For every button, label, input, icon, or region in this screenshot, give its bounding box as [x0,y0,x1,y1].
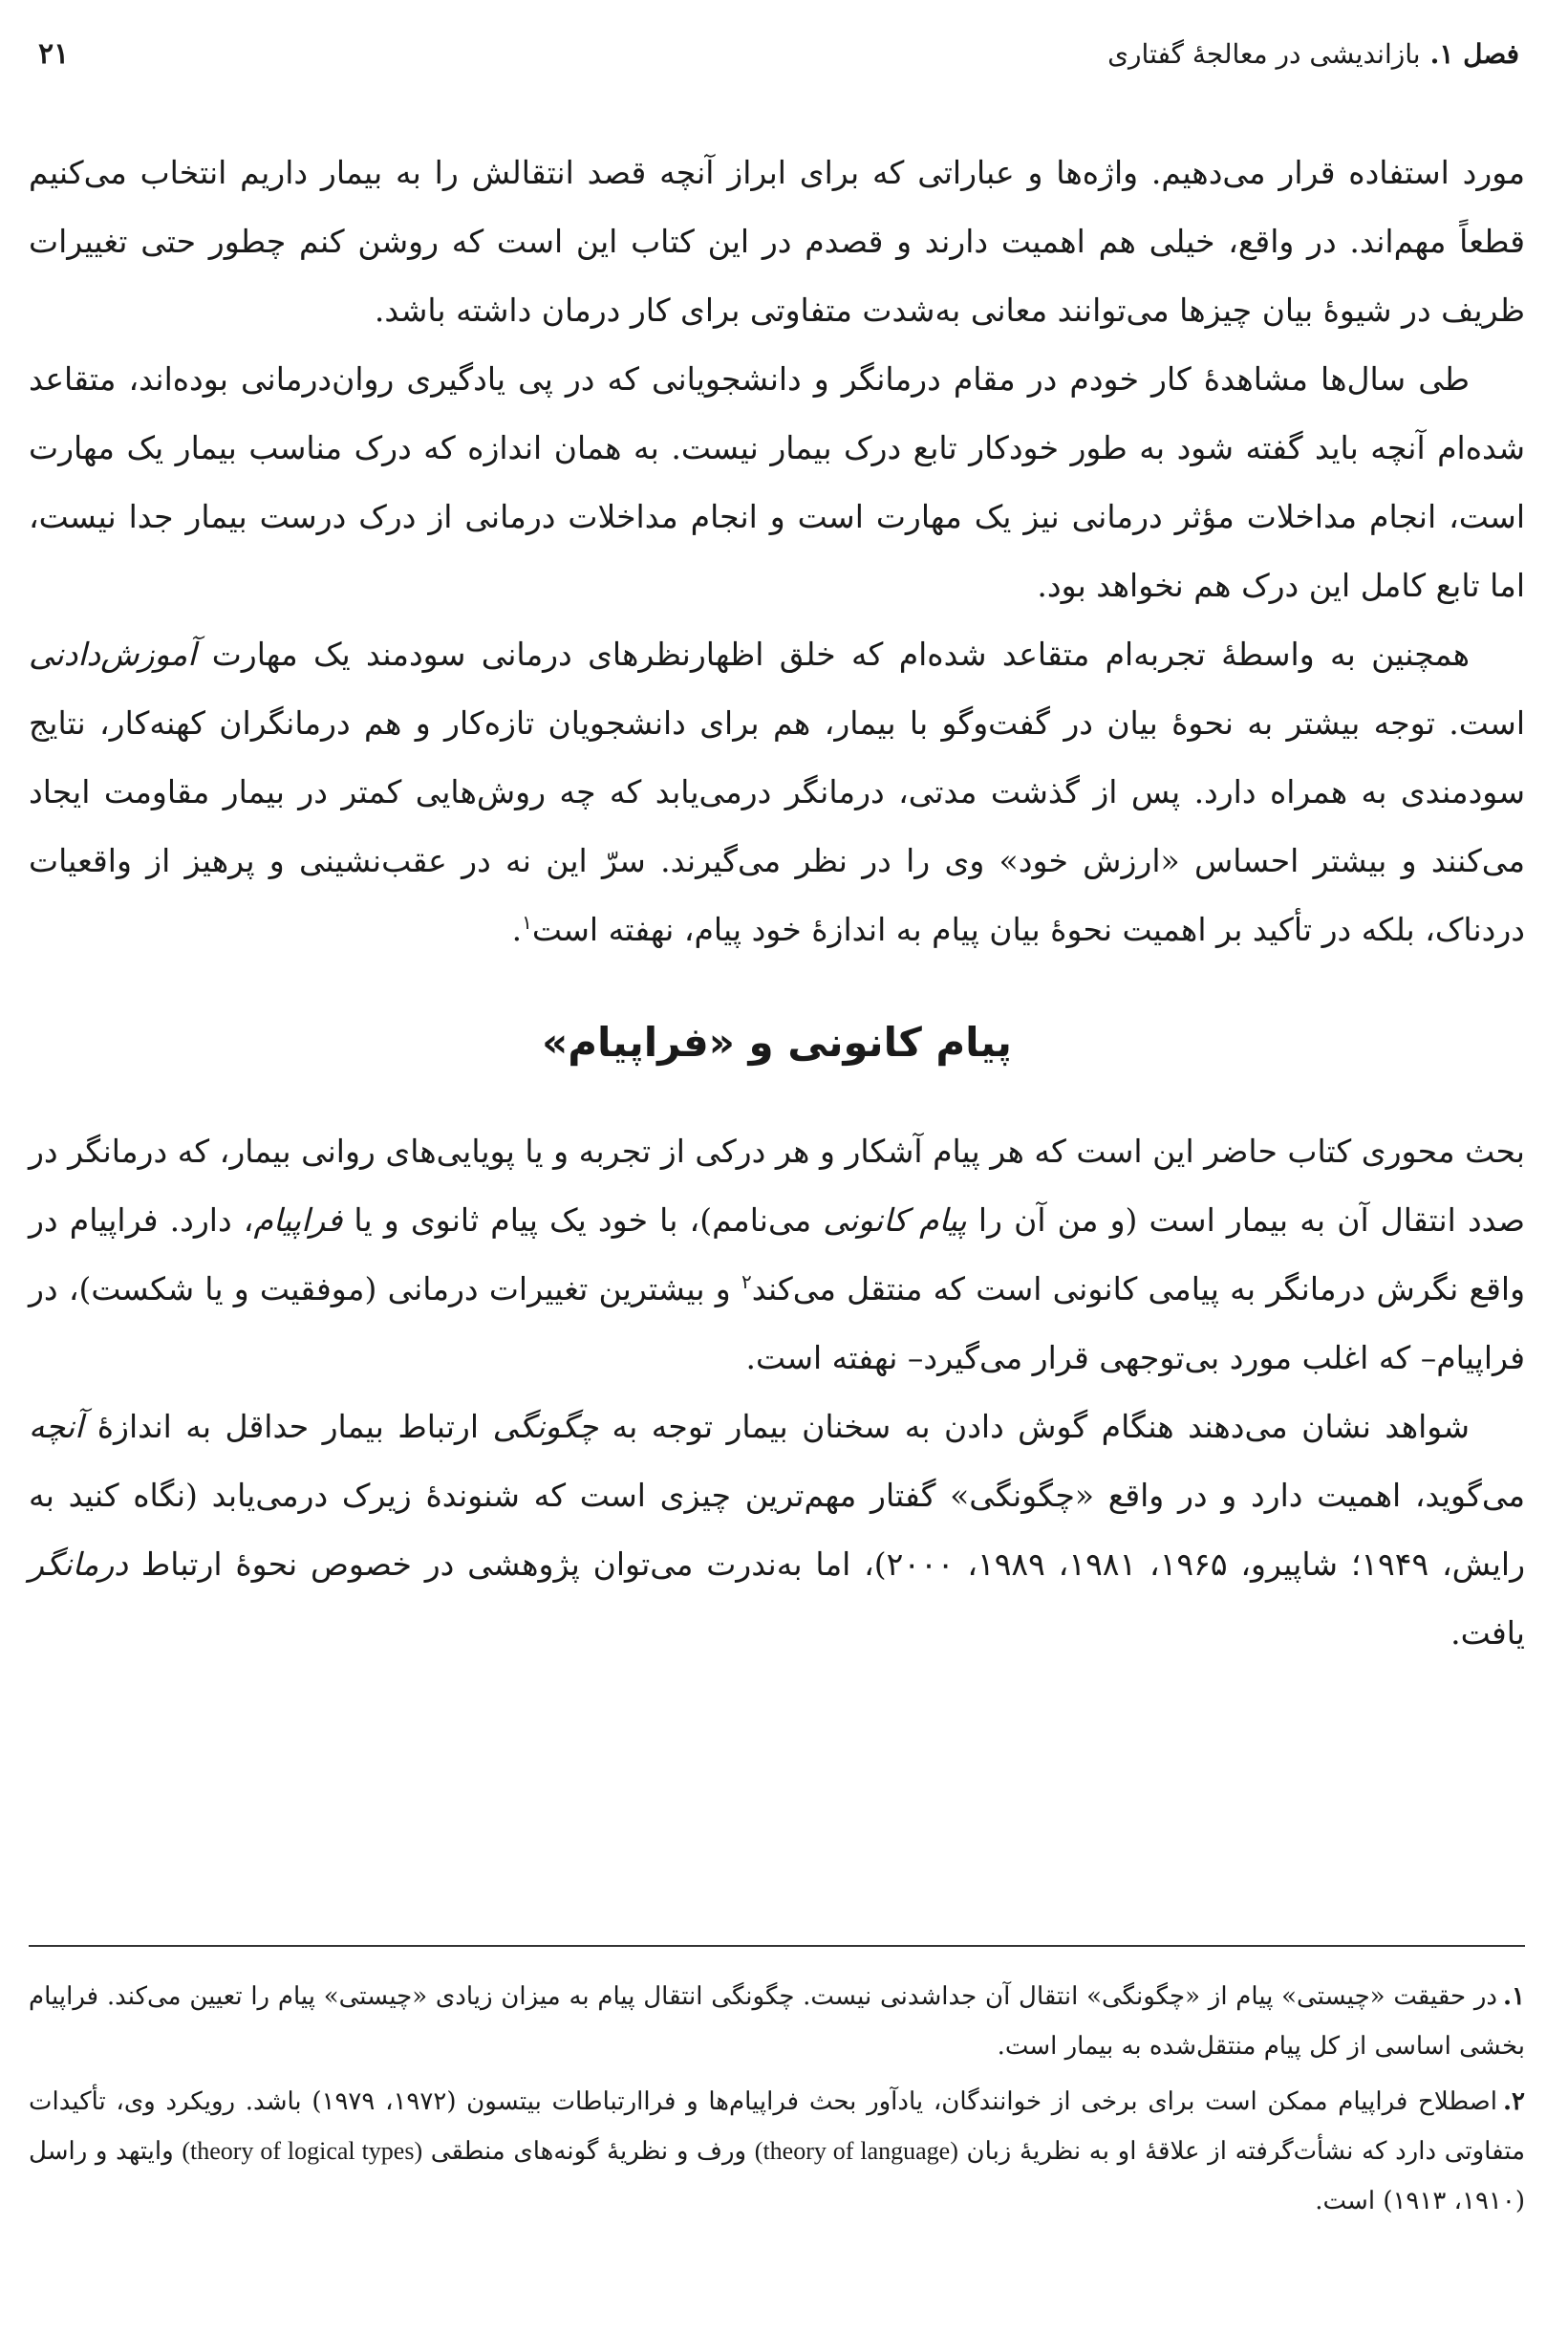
paragraph-5-text-d: یافت. [1450,1614,1525,1652]
footnote-2-latin-logical-types: (theory of logical types) [182,2137,423,2165]
emphasis-focal-message: پیام کانونی [823,1201,967,1239]
main-text [29,139,1525,1668]
paragraph-3 [29,620,1525,964]
emphasis-what: آنچه [29,1408,84,1445]
page-number: ۲۱ [38,36,70,71]
footnote-1 [29,1972,1525,2071]
footnote-1-text: در حقیقت «چیستی» پیام از «چگونگی» انتقال آن جداشدنی نیست. چگونگی انتقال پیام به میزان زیادی «چیستی» پیام را تعیین می‌کند. فراپیام بخشی اساسی از کل پیام منتقل‌شده به بیمار است. [29,1982,1525,2061]
paragraph-3-text-a: همچنین به واسطهٔ تجربه‌ام متقاعد شده‌ام که خلق اظهارنظرهای درمانی سودمند یک مهارت [196,636,1470,673]
chapter-title-block [1107,38,1519,70]
footnotes [29,1945,1525,2232]
emphasis-therapist: درمانگر [29,1545,128,1583]
footnote-ref-1[interactable]: ۱ [522,911,532,934]
running-head [29,27,1525,80]
emphasis-teachable: آموزش‌دادنی [29,636,197,673]
chapter-label: فصل ۱. [1429,37,1519,70]
paragraph-2 [29,345,1525,620]
paragraph-5-text-c: می‌گوید، اهمیت دارد و در واقع «چگونگی» گفتار مهم‌ترین چیزی است که شنوندهٔ زیرک درمی‌یابد (نگاه کنید به رایش، ۱۹۴۹؛ شاپیرو، ۱۹۶۵، ۱۹۸۱، ۱۹۸۹، ۲۰۰۰)، اما به‌ندرت می‌توان پژوهشی در خصوص نحوهٔ ارتباط [29,1477,1526,1583]
footnote-2-text-c: وایتهد و راسل (۱۹۱۰، ۱۹۱۳) است. [29,2137,1525,2215]
paragraph-4 [29,1117,1525,1393]
emphasis-metamessage: فراپیام [253,1201,343,1239]
section-heading: پیام کانونی و «فراپیام» [542,1019,1012,1066]
paragraph-4-text-b: می‌نامم)، با خود یک پیام ثانوی و یا [342,1201,824,1239]
footnote-2-latin-language: (theory of language) [754,2137,958,2165]
chapter-title: بازاندیشی در معالجهٔ گفتاری [1107,37,1421,70]
footnote-2 [29,2077,1525,2226]
footnote-2-text-b: ورف و نظریهٔ گونه‌های منطقی [422,2137,755,2166]
paragraph-2-text: طی سال‌ها مشاهدهٔ کار خودم در مقام درمانگر و دانشجویانی که در پی یادگیری روان‌درمانی بوده‌اند، متقاعد شده‌ام آنچه باید گفته شود به طور خودکار تابع درک بیمار نیست. به همان اندازه که درک مناسب بیمار یک مهارت است، انجام مداخلات مؤثر درمانی نیز یک مهارت است و انجام مداخلات درمانی از درک درست بیمار جدا نیست، اما تابع کامل این درک هم نخواهد بود. [29,360,1525,604]
paragraph-5 [29,1393,1525,1668]
book-page [29,0,1525,2333]
paragraph-4-text-d: و بیشترین تغییرات درمانی (موفقیت و یا شکست)، در فراپیام– که اغلب مورد بی‌توجهی قرار می‌گیرد– نهفته است. [29,1270,1525,1376]
footnote-2-text-a: اصطلاح فراپیام ممکن است برای برخی از خوانندگان، یادآور بحث فراپیام‌ها و فراارتباطات بیتسون (۱۹۷۲، ۱۹۷۹) باشد. رویکرد وی، تأکیدات متفاوتی دارد که نشأت‌گرفته از علاقهٔ او به نظریهٔ زبان [29,2087,1526,2166]
paragraph-3-text-b: است. توجه بیشتر به نحوهٔ بیان در گفت‌وگو با بیمار، هم برای دانشجویان تازه‌کار و هم درمانگران کهنه‌کار، نتایج سودمندی به همراه دارد. پس از گذشت مدتی، درمانگر درمی‌یابد که چه روش‌هایی کمتر در بیمار مقاومت ایجاد می‌کنند و بیشتر احساس «ارزش خود» وی را در نظر می‌گیرند. سرّ این نه در عقب‌نشینی و پرهیز از واقعیات دردناک، بلکه در تأکید بر اهمیت نحوهٔ بیان پیام به اندازهٔ خود پیام، نهفته است [29,704,1525,948]
paragraph-1-text: مورد استفاده قرار می‌دهیم. واژه‌ها و عباراتی که برای ابراز آنچه قصد انتقالش را به بیمار داریم انتخاب می‌کنیم قطعاً مهم‌اند. در واقع، خیلی هم اهمیت دارند و قصدم در این کتاب این است که روشن کنم چطور حتی تغییرات ظریف در شیوهٔ بیان چیزها می‌توانند معانی به‌شدت متفاوتی برای کار درمان داشته باشد. [29,154,1525,329]
footnote-1-number: ۱. [1502,1982,1525,2011]
emphasis-how: چگونگی [492,1408,599,1445]
paragraph-4-text-c: ، دارد. فراپیام در واقع نگرش درمانگر به پیامی کانونی است که منتقل می‌کند [29,1201,1526,1307]
footnote-2-number: ۲. [1502,2087,1526,2116]
footnote-ref-2[interactable]: ۲ [741,1270,752,1293]
paragraph-5-text-a: شواهد نشان می‌دهند هنگام گوش دادن به سخنان بیمار توجه به [598,1408,1470,1445]
paragraph-4-text-a: بحث محوری کتاب حاضر این است که هر پیام آشکار و هر درکی از تجربه و یا پویایی‌های روانی بیمار، که درمانگر در صدد انتقال آن به بیمار است (و من آن را [29,1133,1525,1239]
paragraph-5-text-b: ارتباط بیمار حداقل به اندازهٔ [83,1408,493,1445]
paragraph-3-end: . [511,911,523,948]
paragraph-1 [29,139,1525,345]
